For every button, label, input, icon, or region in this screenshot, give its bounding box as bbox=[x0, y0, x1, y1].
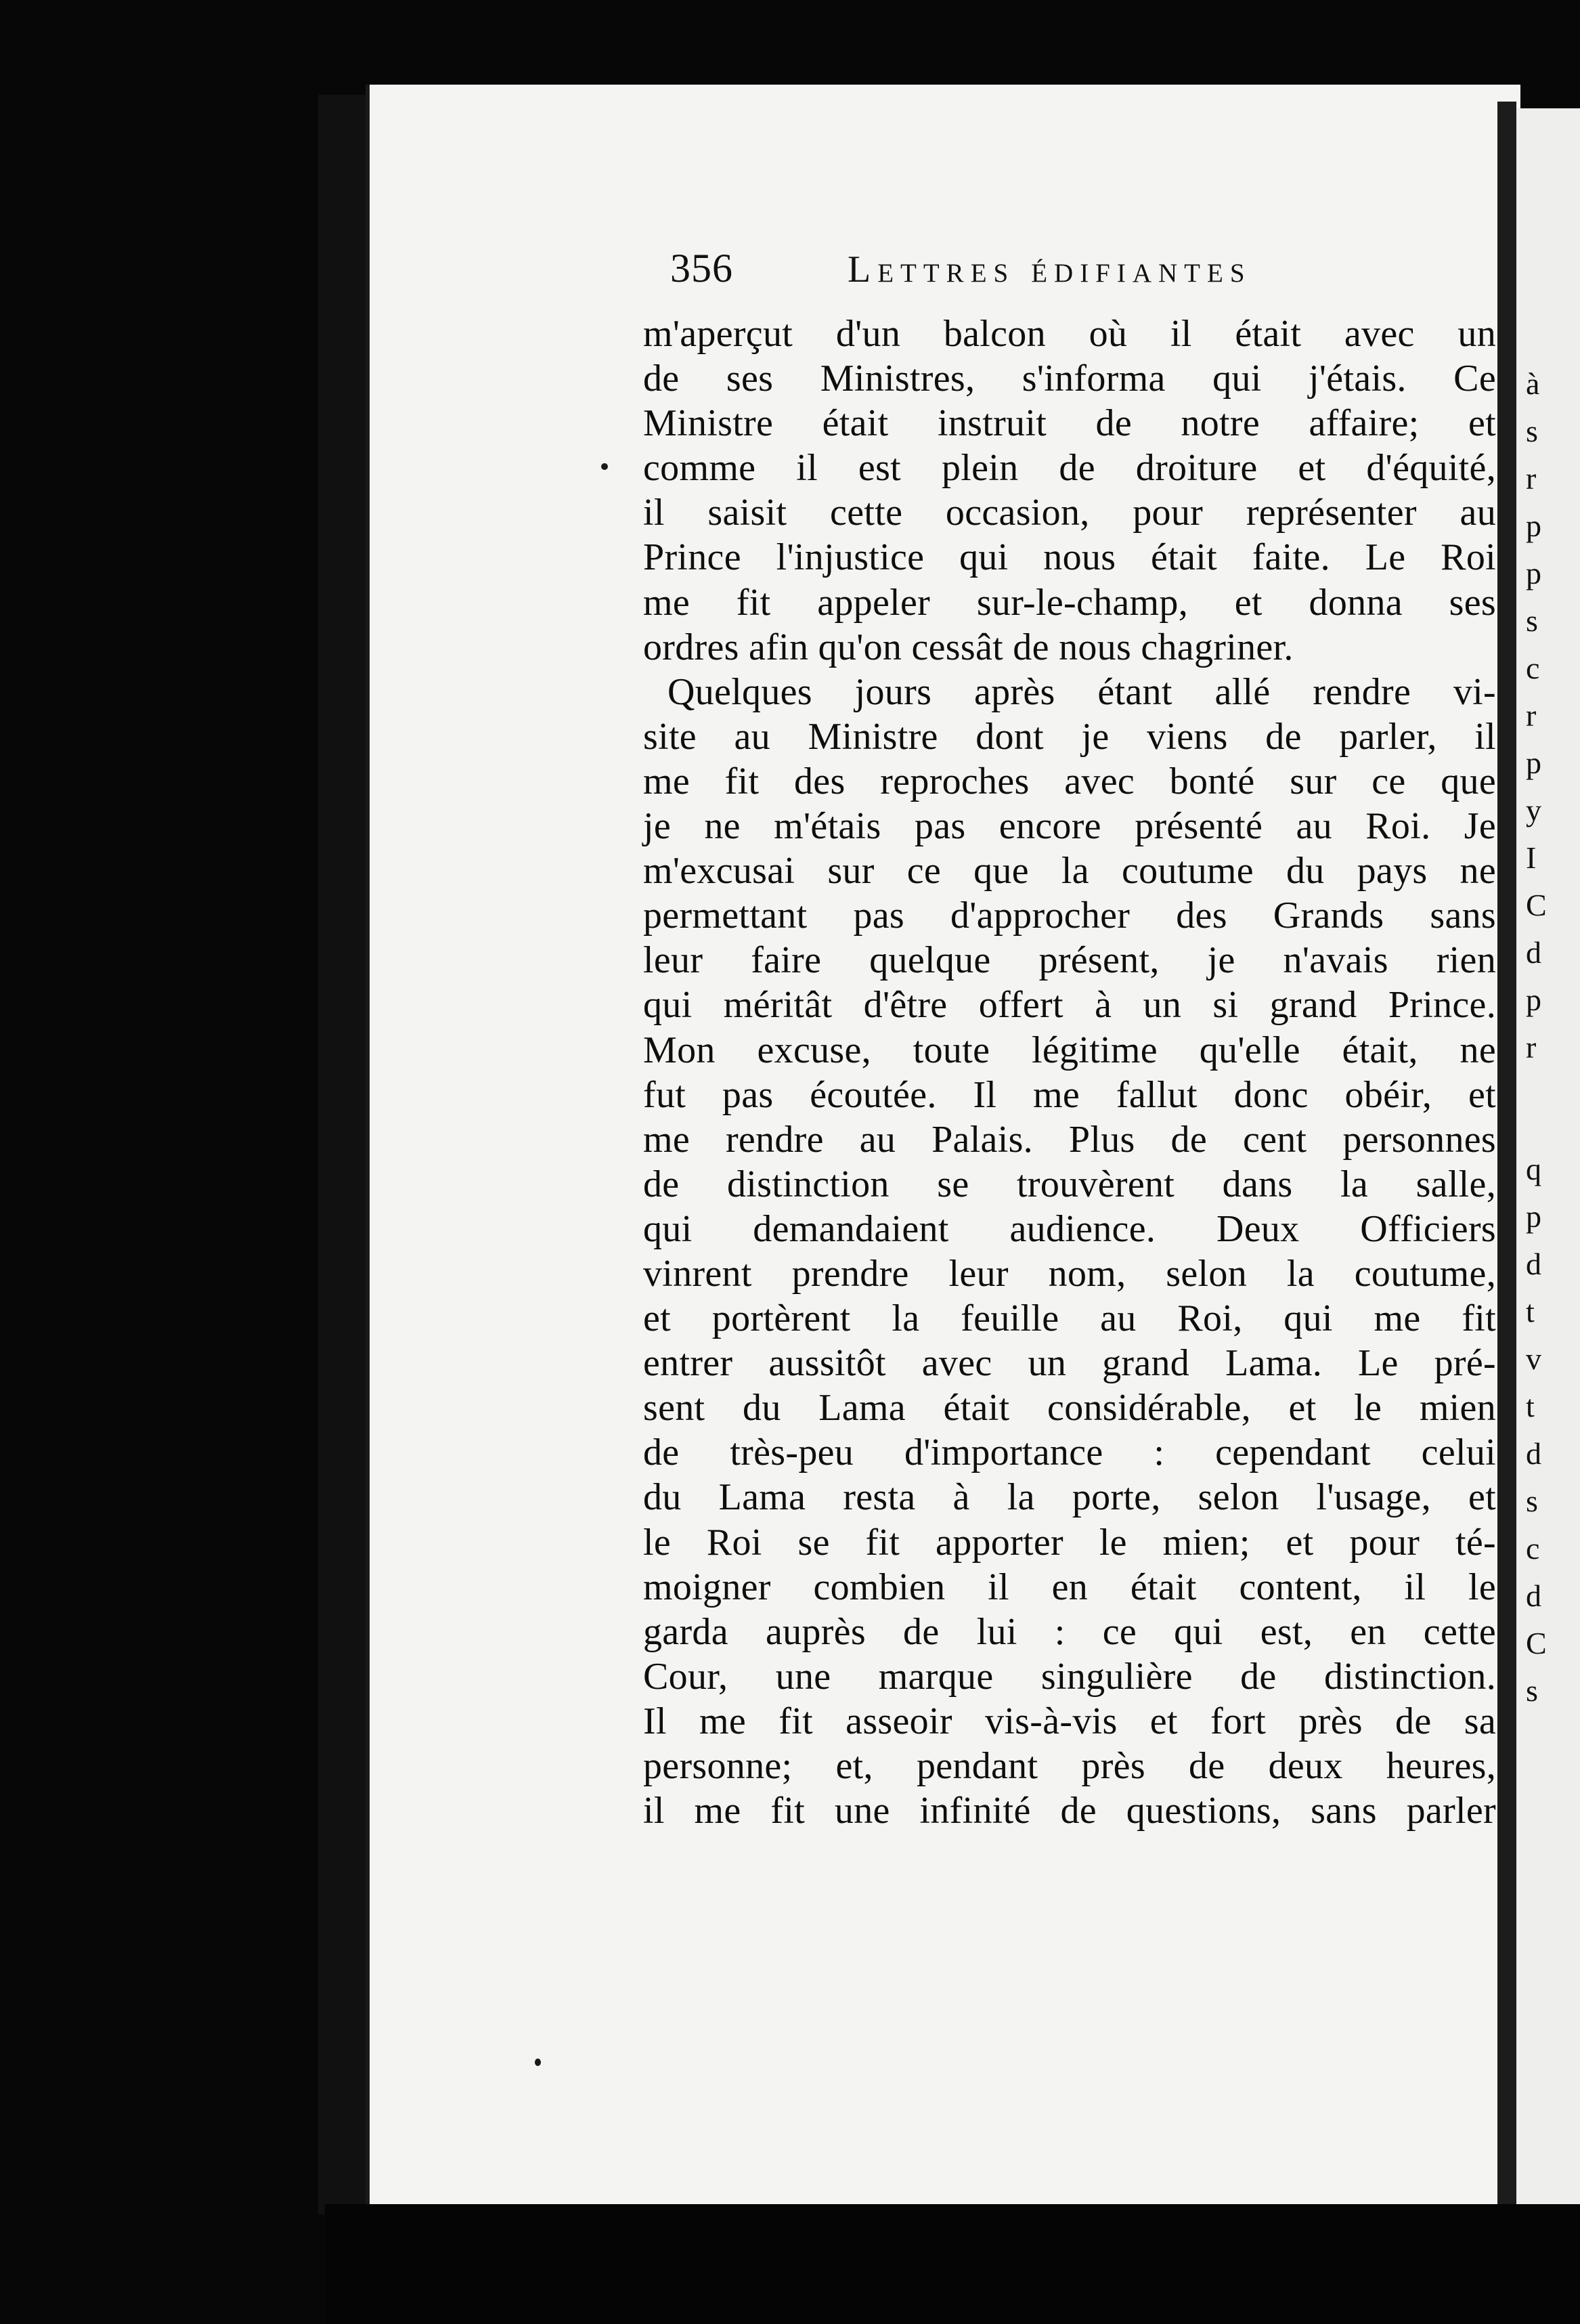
text-line: m'aperçut d'un balcon où il était avec un bbox=[643, 313, 1496, 355]
running-title: Lettres édifiantes bbox=[848, 249, 1252, 290]
facing-page-fragment: p bbox=[1526, 746, 1541, 780]
facing-page-fragment: r bbox=[1526, 461, 1537, 496]
text-line: du Lama resta à la porte, selon l'usage, et bbox=[643, 1476, 1496, 1519]
facing-page-fragment: s bbox=[1526, 1484, 1538, 1518]
text-line: le Roi se fit apporter le mien; et pour té- bbox=[643, 1521, 1496, 1564]
facing-page-fragment: t bbox=[1526, 1294, 1535, 1329]
text-line: qui demandaient audience. Deux Officiers bbox=[643, 1207, 1496, 1250]
facing-page-fragment: t bbox=[1526, 1389, 1535, 1423]
text-line: et portèrent la feuille au Roi, qui me fit bbox=[643, 1297, 1496, 1340]
ink-speck bbox=[535, 2059, 541, 2066]
text-line: entrer aussitôt avec un grand Lama. Le pré- bbox=[643, 1342, 1496, 1385]
text-line: comme il est plein de droiture et d'équité, bbox=[643, 447, 1496, 490]
facing-page-fragment: r bbox=[1526, 698, 1537, 733]
facing-page-fragment: q bbox=[1526, 1152, 1541, 1186]
text-line: de ses Ministres, s'informa qui j'étais. Ce bbox=[643, 358, 1496, 400]
body-text bbox=[643, 311, 1496, 1833]
text-line: de distinction se trouvèrent dans la salle, bbox=[643, 1163, 1496, 1205]
text-line: me fit appeler sur-le-champ, et donna ses bbox=[643, 581, 1496, 624]
facing-page-fragment: s bbox=[1526, 414, 1538, 448]
text-line: Mon excuse, toute légitime qu'elle était, ne bbox=[643, 1029, 1496, 1071]
facing-page-fragment: p bbox=[1526, 509, 1541, 543]
text-line: je ne m'étais pas encore présenté au Roi. Je bbox=[643, 805, 1496, 848]
facing-page-fragment: d bbox=[1526, 935, 1541, 970]
facing-page-fragment: p bbox=[1526, 983, 1541, 1017]
text-line: qui méritât d'être offert à un si grand Prince. bbox=[643, 984, 1496, 1027]
facing-page-fragment: v bbox=[1526, 1341, 1541, 1376]
text-line: vinrent prendre leur nom, selon la coutume, bbox=[643, 1252, 1496, 1295]
text-line: ordres afin qu'on cessât de nous chagriner. bbox=[643, 626, 1294, 668]
text-line: me rendre au Palais. Plus de cent personnes bbox=[643, 1118, 1496, 1161]
text-line: garda auprès de lui : ce qui est, en cette bbox=[643, 1610, 1496, 1653]
page-edge-shadow bbox=[1497, 102, 1516, 2208]
facing-page-fragment: à bbox=[1526, 366, 1540, 401]
facing-page-fragment: y bbox=[1526, 793, 1541, 827]
text-line: Cour, une marque singulière de distinction. bbox=[643, 1655, 1496, 1698]
facing-page-fragment: d bbox=[1526, 1436, 1541, 1471]
facing-page-fragment: r bbox=[1526, 1030, 1537, 1064]
facing-page-fragment: C bbox=[1526, 1626, 1547, 1660]
facing-page-edge bbox=[1516, 108, 1580, 2208]
ink-speck bbox=[601, 463, 608, 470]
facing-page-fragment: d bbox=[1526, 1247, 1541, 1281]
scan-bottom-shadow bbox=[325, 2204, 1580, 2324]
page-number: 356 bbox=[670, 246, 733, 290]
text-line: Ministre était instruit de notre affaire; et bbox=[643, 402, 1496, 445]
text-line: sent du Lama était considérable, et le mien bbox=[643, 1387, 1496, 1429]
running-head bbox=[670, 245, 1496, 293]
text-line: Prince l'injustice qui nous était faite. Le Roi bbox=[643, 536, 1496, 579]
text-line: Il me fit asseoir vis-à-vis et fort près de sa bbox=[643, 1700, 1496, 1742]
facing-page-fragment: p bbox=[1526, 556, 1541, 590]
facing-page-fragment: C bbox=[1526, 888, 1547, 922]
text-line: fut pas écoutée. Il me fallut donc obéir, et bbox=[643, 1073, 1496, 1116]
text-line: permettant pas d'approcher des Grands sans bbox=[643, 895, 1496, 937]
facing-page-fragment: c bbox=[1526, 1531, 1540, 1566]
facing-page-fragment: s bbox=[1526, 1673, 1538, 1708]
text-line: leur faire quelque présent, je n'avais rien bbox=[643, 939, 1496, 982]
text-line: m'excusai sur ce que la coutume du pays ne bbox=[643, 850, 1496, 892]
book-gutter-shadow bbox=[318, 95, 366, 2214]
text-line: moigner combien il en était content, il le bbox=[643, 1566, 1496, 1608]
text-line: il saisit cette occasion, pour représenter au bbox=[643, 492, 1496, 534]
text-line: personne; et, pendant près de deux heures, bbox=[643, 1745, 1496, 1787]
text-line: il me fit une infinité de questions, sans parler bbox=[643, 1790, 1496, 1832]
text-line: de très-peu d'importance : cependant celui bbox=[643, 1432, 1496, 1474]
text-line: site au Ministre dont je viens de parler, il bbox=[643, 715, 1496, 758]
facing-page-fragment: c bbox=[1526, 651, 1540, 685]
text-line: me fit des reproches avec bonté sur ce que bbox=[643, 760, 1496, 802]
paragraph-start-line: Quelques jours après étant allé rendre vi- bbox=[667, 670, 1496, 713]
facing-page-fragment: p bbox=[1526, 1199, 1541, 1234]
facing-page-fragment: d bbox=[1526, 1578, 1541, 1613]
facing-page-fragment: I bbox=[1526, 840, 1537, 875]
facing-page-fragment: s bbox=[1526, 603, 1538, 638]
